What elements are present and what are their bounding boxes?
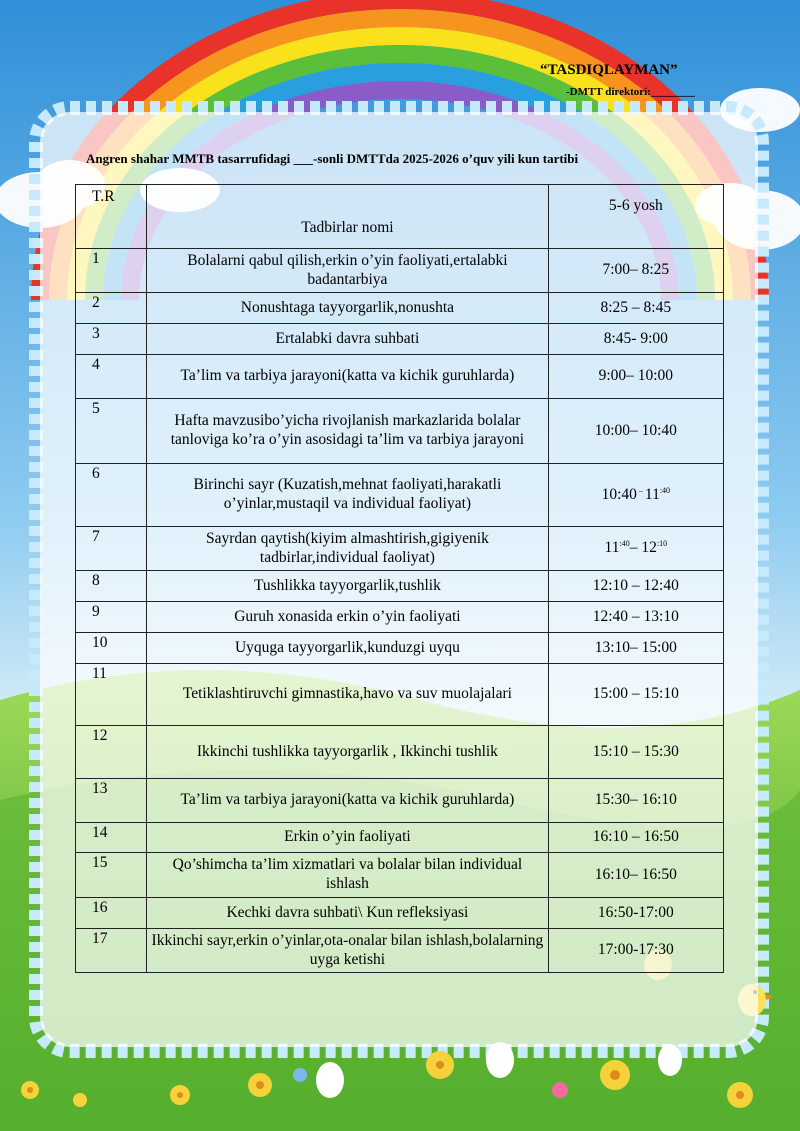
table-row [76,664,724,726]
row-number: 16 [76,898,147,929]
row-time: 15:30– 16:10 [548,779,723,823]
row-time: 12:40 – 13:10 [548,602,723,633]
header-number: T.R [76,185,147,249]
table-row [76,853,724,898]
table-row [76,399,724,464]
table-row [76,571,724,602]
row-number: 13 [76,779,147,823]
row-number: 17 [76,929,147,973]
table-row [76,779,724,823]
time-start: 10:40 [601,485,637,503]
row-number: 5 [76,399,147,464]
row-number: 7 [76,527,147,571]
row-activity: Erkin o’yin faoliyati [147,823,548,853]
row-number: 8 [76,571,147,602]
row-activity: Tushlikka tayyorgarlik,tushlik [147,571,548,602]
time-end-minutes: :10 [656,539,668,549]
time-start-minutes: :40 [619,539,630,549]
row-time: 13:10– 15:00 [548,633,723,664]
row-activity: Nonushtaga tayyorgarlik,nonushta [147,293,548,324]
row-activity: Guruh xonasida erkin o’yin faoliyati [147,602,548,633]
table-row [76,602,724,633]
row-activity: Sayrdan qaytish(kiyim almashtirish,gigiyenik tadbirlar,individual faoliyat) [147,527,548,571]
row-time: 8:25 – 8:45 [548,293,723,324]
row-activity: Ikkinchi tushlikka tayyorgarlik , Ikkinchi tushlik [147,726,548,779]
row-number: 14 [76,823,147,853]
table-header-row [76,185,724,249]
row-activity: Kechki davra suhbati\ Kun refleksiyasi [147,898,548,929]
table-row [76,726,724,779]
time-end-hour: 12 [641,539,657,557]
row-activity: Ta’lim va tarbiya jarayoni(katta va kichik guruhlarda) [147,355,548,399]
time-end-minutes: :40 [659,485,671,495]
time-end-hour: 11 [644,485,660,503]
director-signature-line: -DMTT direktori:________ [566,86,695,98]
row-activity: Ertalabki davra suhbati [147,324,548,355]
approval-label: “TASDIQLAYMAN” [540,62,678,78]
time-separator: – [629,539,642,557]
row-number: 11 [76,664,147,726]
table-row [76,464,724,527]
table-row [76,823,724,853]
row-time [548,464,723,527]
row-time: 15:00 – 15:10 [548,664,723,726]
table-row [76,527,724,571]
row-time: 8:45- 9:00 [548,324,723,355]
row-number: 2 [76,293,147,324]
time-start-hour: 11 [604,539,620,557]
row-activity: Ikkinchi sayr,erkin o’yinlar,ota-onalar bilan ishlash,bolalarning uyga ketishi [147,929,548,973]
row-time: 16:50-17:00 [548,898,723,929]
table-row [76,898,724,929]
row-activity: Qo’shimcha ta’lim xizmatlari va bolalar bilan individual ishlash [147,853,548,898]
row-time: 9:00– 10:00 [548,355,723,399]
row-activity: Tetiklashtiruvchi gimnastika,havo va suv muolajalari [147,664,548,726]
row-activity: Uyquga tayyorgarlik,kunduzgi uyqu [147,633,548,664]
row-number: 10 [76,633,147,664]
row-number: 4 [76,355,147,399]
header-activity: Tadbirlar nomi [147,185,548,249]
row-time [548,527,723,571]
header-age-group: 5-6 yosh [548,185,723,249]
row-time: 7:00– 8:25 [548,249,723,293]
table-row [76,633,724,664]
row-activity: Bolalarni qabul qilish,erkin o’yin faoliyati,ertalabki badantarbiya [147,249,548,293]
table-row [76,355,724,399]
table-row [76,324,724,355]
table-row [76,249,724,293]
document-title: Angren shahar MMTB tasarrufidagi ___-sonli DMTTda 2025-2026 o’quv yili kun tartibi [86,151,579,166]
row-time: 12:10 – 12:40 [548,571,723,602]
row-activity: Ta’lim va tarbiya jarayoni(katta va kichik guruhlarda) [147,779,548,823]
row-number: 6 [76,464,147,527]
table-row [76,293,724,324]
row-time: 16:10 – 16:50 [548,823,723,853]
row-activity: Hafta mavzusibo’yicha rivojlanish markazlarida bolalar tanloviga ko’ra o’yin asosidagi ta’lim va tarbiya jarayoni [147,399,548,464]
row-time: 16:10– 16:50 [548,853,723,898]
schedule-table [75,184,724,973]
table-row [76,929,724,973]
row-time: 10:00– 10:40 [548,399,723,464]
row-number: 15 [76,853,147,898]
row-activity: Birinchi sayr (Kuzatish,mehnat faoliyati,harakatli o’yinlar,mustaqil va individual faoliyat) [147,464,548,527]
row-time: 15:10 – 15:30 [548,726,723,779]
row-number: 1 [76,249,147,293]
time-separator: – [636,485,645,495]
row-number: 12 [76,726,147,779]
row-time: 17:00-17:30 [548,929,723,973]
row-number: 3 [76,324,147,355]
row-number: 9 [76,602,147,633]
